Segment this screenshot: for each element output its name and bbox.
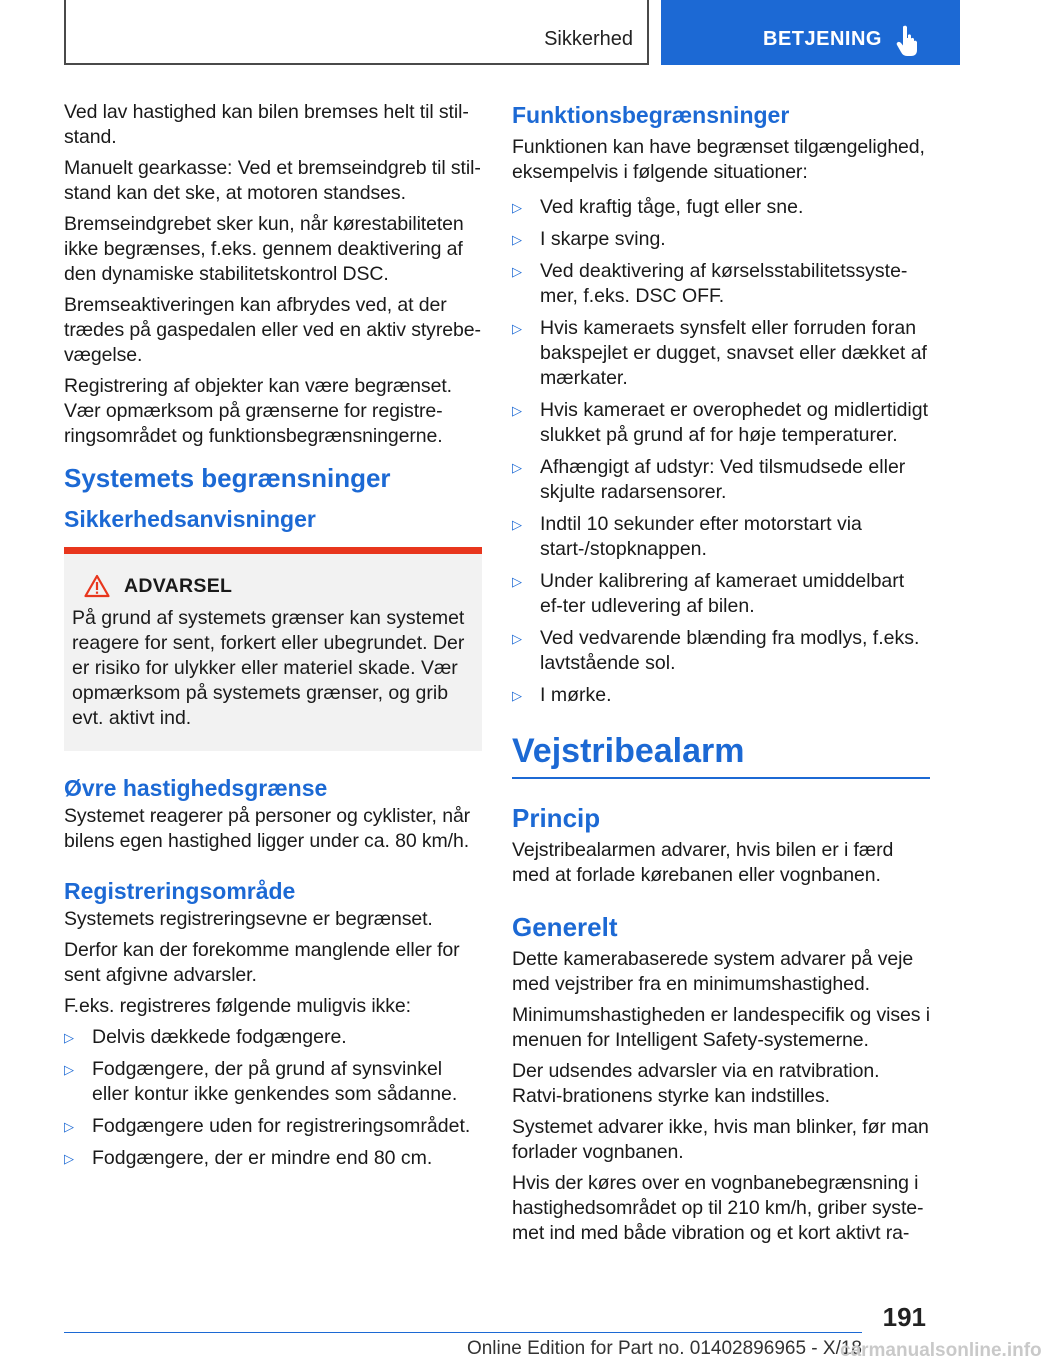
- list-item: ▷ I mørke.: [512, 684, 612, 706]
- function-intro: Funktionen kan have begrænset tilgængelighed, eksempelvis i følgende situationer:: [512, 136, 925, 183]
- intro-paragraph-2: Manuelt gearkasse: Ved et bremseindgreb til stil‐stand kan det ske, at motoren standses.: [64, 157, 481, 204]
- warning-triangle-icon: [84, 574, 110, 598]
- warning-label: ADVARSEL: [124, 574, 233, 597]
- general-paragraph-1: Dette kamerabaserede system advarer på veje med vejstriber fra en minimumshastighed.: [512, 948, 914, 995]
- header-chapter-tab[interactable]: [661, 0, 960, 65]
- triangle-right-icon: ▷: [512, 574, 522, 589]
- heading-lane-departure-warning: Vejstribealarm: [512, 732, 930, 779]
- triangle-right-icon: ▷: [64, 1062, 74, 1077]
- heading-system-limits: Systemets begrænsninger: [64, 463, 391, 493]
- list-item: ▷ Afhængigt af udstyr: Ved tilsmudsede eller skjulte radarsensorer.: [512, 456, 906, 503]
- left-column: [64, 100, 482, 1178]
- list-item: ▷ Fodgængere uden for registreringsområdet.: [64, 1115, 471, 1137]
- function-list: [512, 195, 930, 708]
- heading-upper-speed-limit: Øvre hastighedsgrænse: [64, 775, 328, 801]
- triangle-right-icon: ▷: [64, 1151, 74, 1166]
- general-paragraph-3: Der udsendes advarsler via en ratvibration. Ratvi‐brationens styrke kan indstilles.: [512, 1060, 880, 1107]
- intro-paragraph-1: Ved lav hastighed kan bilen bremses helt til stil‐stand.: [64, 101, 469, 148]
- list-item: ▷ I skarpe sving.: [512, 228, 666, 250]
- heading-general: Generelt: [512, 912, 618, 942]
- footer-rule: [64, 1332, 862, 1333]
- list-item: ▷ Under kalibrering af kameraet umiddelbart ef‐ter udlevering af bilen.: [512, 570, 905, 617]
- triangle-right-icon: ▷: [64, 1119, 74, 1134]
- triangle-right-icon: ▷: [512, 264, 522, 279]
- page-number: 191: [882, 1302, 926, 1332]
- triangle-right-icon: ▷: [512, 631, 522, 646]
- list-item: ▷ Delvis dækkede fodgængere.: [64, 1026, 347, 1048]
- right-column: [512, 100, 930, 1252]
- header-section-title: Sikkerhed: [544, 28, 633, 50]
- list-item: ▷ Ved kraftig tåge, fugt eller sne.: [512, 196, 804, 218]
- intro-paragraph-4: Bremseaktiveringen kan afbrydes ved, at der trædes på gaspedalen eller ved en aktiv styrebe‐vægelse.: [64, 294, 481, 366]
- range-list: [64, 1025, 482, 1171]
- triangle-right-icon: ▷: [512, 517, 522, 532]
- list-item: ▷ Hvis kameraets synsfelt eller forruden foran bakspejlet er dugget, snavset eller dækket af mærkater.: [512, 317, 927, 389]
- triangle-right-icon: ▷: [512, 403, 522, 418]
- heading-function-limits: Funktionsbegrænsninger: [512, 102, 790, 128]
- general-paragraph-2: Minimumshastigheden er landespecifik og vises i menuen for Intelligent Safety-systemerne.: [512, 1004, 931, 1051]
- list-item: ▷ Fodgængere, der på grund af synsvinkel eller kontur ikke genkendes som sådanne.: [64, 1058, 458, 1105]
- general-paragraph-4: Systemet advarer ikke, hvis man blinker, før man forlader vognbanen.: [512, 1116, 929, 1163]
- list-item: ▷ Indtil 10 sekunder efter motorstart via start-/stopknappen.: [512, 513, 862, 560]
- heading-safety-notes: Sikkerhedsanvisninger: [64, 506, 316, 532]
- triangle-right-icon: ▷: [512, 200, 522, 215]
- triangle-right-icon: ▷: [512, 460, 522, 475]
- principle-text: Vejstribealarmen advarer, hvis bilen er i færd med at forlade kørebanen eller vognbanen.: [512, 839, 894, 886]
- heading-detection-range: Registreringsområde: [64, 878, 296, 904]
- list-item: ▷ Ved deaktivering af kørselsstabilitetssyste‐mer, f.eks. DSC OFF.: [512, 260, 908, 307]
- range-paragraph-3: F.eks. registreres følgende muligvis ikke:: [64, 995, 411, 1017]
- speed-limit-text: Systemet reagerer på personer og cyklister, når bilens egen hastighed ligger under ca. 80 km/h.: [64, 805, 471, 852]
- header-chapter-label: BETJENING: [763, 28, 882, 50]
- warning-text: På grund af systemets grænser kan systemet reagere for sent, forkert eller ubegrundet. Der er risiko for ulykker eller materiel skade. Vær opmærksom på systemets grænser, og grib evt. aktivt ind.: [72, 607, 465, 729]
- footer-edition: Online Edition for Part no. 01402896965 - X/18: [466, 1338, 862, 1359]
- warning-header: [84, 574, 472, 598]
- list-item: ▷ Hvis kameraet er overophedet og midlertidigt slukket på grund af for høje temperaturer.: [512, 399, 929, 446]
- triangle-right-icon: ▷: [64, 1030, 74, 1045]
- watermark: carmanualsonline.info: [840, 1340, 1042, 1361]
- range-paragraph-2: Derfor kan der forekomme manglende eller for sent afgivne advarsler.: [64, 939, 460, 986]
- range-paragraph-1: Systemets registreringsevne er begrænset.: [64, 908, 433, 930]
- intro-paragraph-3: Bremseindgrebet sker kun, når kørestabiliteten ikke begrænses, f.eks. gennem deaktivering af den dynamiske stabilitetskontrol DSC.: [64, 213, 464, 285]
- triangle-right-icon: ▷: [512, 321, 522, 336]
- general-paragraph-5: Hvis der køres over en vognbanebegrænsning i hastighedsområdet op til 210 km/h, griber syste‐met ind med både vibration og et kort aktivt ra‐: [512, 1172, 924, 1244]
- pointing-hand-icon: [895, 24, 923, 56]
- triangle-right-icon: ▷: [512, 688, 522, 703]
- intro-paragraph-5: Registrering af objekter kan være begrænset. Vær opmærksom på grænserne for registre‐ringsområdet og funktionsbegrænsningerne.: [64, 375, 452, 447]
- header-section-box: [64, 0, 649, 65]
- warning-box: [64, 547, 482, 751]
- list-item: ▷ Ved vedvarende blænding fra modlys, f.eks. lavtstående sol.: [512, 627, 920, 674]
- heading-principle: Princip: [512, 803, 601, 833]
- list-item: ▷ Fodgængere, der er mindre end 80 cm.: [64, 1147, 433, 1169]
- triangle-right-icon: ▷: [512, 232, 522, 247]
